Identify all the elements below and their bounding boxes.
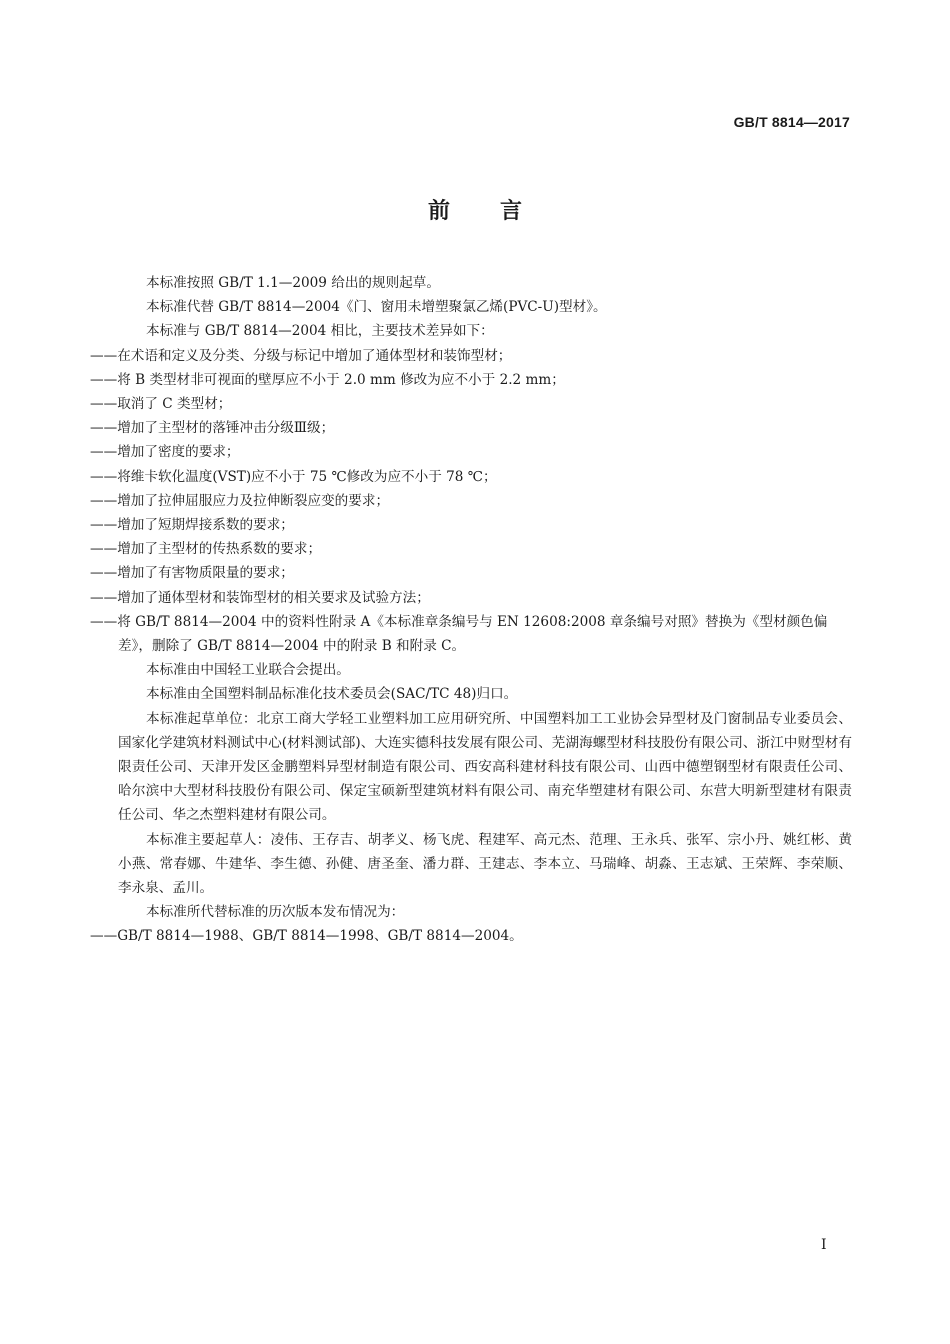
paragraph: 本标准起草单位：北京工商大学轻工业塑料加工应用研究所、中国塑料加工工业协会异型材及门窗制品专业委员会、国家化学建筑材料测试中心(材料测试部)、大连实德科技发展有限公司、芜湖海螺型材科技股份有限公司、浙江中财型材有限责任公司、天津开发区金鹏塑料异型材制造有限公司、西安高科建材科技有限公司、山西中德塑钢型材有限责任公司、哈尔滨中大型材科技股份有限公司、保定宝硕新型建筑材料有限公司、南充华塑建材有限公司、东营大明新型建材有限责任公司、华之杰塑料建材有限公司。: [118, 710, 852, 824]
list-item: ——增加了主型材的落锤冲击分级Ⅲ级；: [90, 420, 335, 437]
paragraph: 本标准主要起草人：凌伟、王存吉、胡孝义、杨飞虎、程建军、高元杰、范理、王永兵、张军、宗小丹、姚红彬、黄小燕、常春娜、牛建华、李生德、孙健、唐圣奎、潘力群、王建志、李本立、马瑞峰、胡淼、王志斌、王荣辉、李荣顺、李永泉、孟川。: [118, 831, 852, 897]
list-item: ——增加了主型材的传热系数的要求；: [90, 541, 322, 558]
list-item: ——将 GB/T 8814—2004 中的资料性附录 A《本标准章条编号与 EN 12608:2008 章条编号对照》替换为《型材颜色偏差》，删除了 GB/T 8814—2004 中的附录 B 和附录 C。: [90, 613, 828, 655]
list-item: ——增加了有害物质限量的要求；: [90, 565, 294, 582]
document-body: [90, 271, 852, 949]
paragraph: 本标准由全国塑料制品标准化技术委员会(SAC/TC 48)归口。: [146, 686, 518, 703]
page-title: 前言: [427, 199, 572, 224]
list-item: ——GB/T 8814—1988、GB/T 8814—1998、GB/T 8814—2004。: [90, 928, 523, 945]
list-item: ——将 B 类型材非可视面的壁厚应不小于 2.0 mm 修改为应不小于 2.2 mm；: [90, 371, 565, 388]
paragraph: 本标准与 GB/T 8814—2004 相比，主要技术差异如下：: [146, 323, 494, 340]
standard-code: GB/T 8814—2017: [733, 114, 850, 130]
list-item: ——将维卡软化温度(VST)应不小于 75 ℃修改为应不小于 78 ℃；: [90, 468, 497, 485]
paragraph: 本标准所代替标准的历次版本发布情况为：: [146, 904, 405, 921]
list-item: ——在术语和定义及分类、分级与标记中增加了通体型材和装饰型材；: [90, 347, 512, 364]
list-item: ——取消了 C 类型材；: [90, 396, 232, 413]
page-number: I: [821, 1237, 827, 1253]
list-item: ——增加了密度的要求；: [90, 444, 240, 461]
list-item: ——增加了短期焊接系数的要求；: [90, 517, 294, 534]
paragraph: 本标准代替 GB/T 8814—2004《门、窗用未增塑聚氯乙烯(PVC-U)型材》。: [146, 299, 607, 316]
list-item: ——增加了拉伸屈服应力及拉伸断裂应变的要求；: [90, 492, 390, 509]
paragraph: 本标准按照 GB/T 1.1—2009 给出的规则起草。: [146, 275, 440, 291]
paragraph: 本标准由中国轻工业联合会提出。: [146, 662, 350, 679]
list-item: ——增加了通体型材和装饰型材的相关要求及试验方法；: [90, 589, 430, 606]
